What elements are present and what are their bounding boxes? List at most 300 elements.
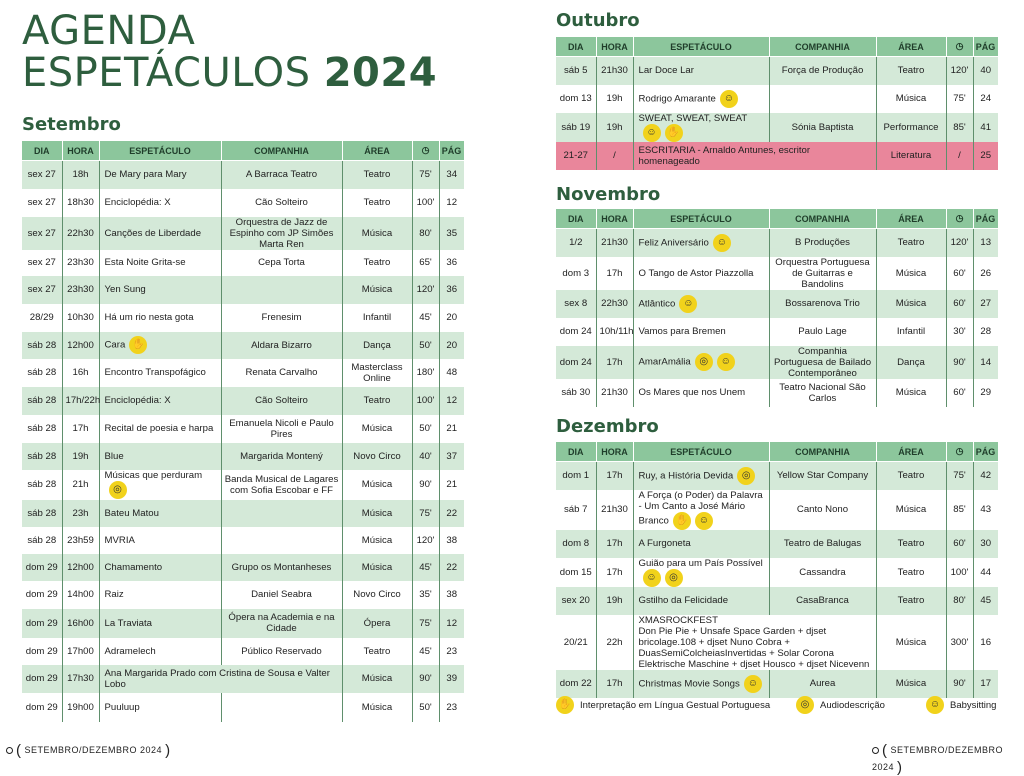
cell-area: [342, 554, 412, 581]
table-header-row: [556, 37, 998, 57]
cell-area-text: Música: [895, 504, 927, 515]
cell-hora-text: 17h: [72, 423, 89, 434]
table-header-row: [22, 141, 464, 161]
cell-hora-text: 18h30: [67, 197, 94, 208]
cell-espetaculo: [633, 379, 769, 407]
cell-duracao-text: 40': [419, 450, 432, 462]
cell-duracao: [412, 638, 439, 665]
column-header-area: ÁREA: [342, 141, 412, 161]
cell-espetaculo-text: Ana Margarida Prado com Cristina de Sousa e Valter Lobo: [104, 667, 330, 690]
cell-pag-text: 27: [980, 298, 992, 309]
cell-pag: [439, 276, 464, 304]
cell-companhia: [221, 189, 342, 217]
babysitting-icon: ☺: [926, 696, 944, 714]
table-row: [22, 304, 464, 332]
table-row: [556, 229, 998, 257]
cell-espetaculo: [99, 250, 221, 276]
cell-pag: [973, 558, 998, 587]
table-row: [22, 276, 464, 304]
cell-area-text: Música: [361, 479, 393, 490]
cell-companhia-text: Cão Solteiro: [255, 395, 308, 406]
cell-pag-text: 48: [446, 367, 458, 378]
cell-dia: [22, 609, 62, 638]
cell-dia: [22, 415, 62, 443]
cell-duracao-text: 80': [953, 595, 966, 606]
table-row: [22, 470, 464, 500]
table-row: [556, 142, 998, 170]
cell-companhia: [769, 318, 876, 346]
cell-companhia: [769, 670, 876, 698]
cell-hora-text: 16h00: [67, 617, 94, 629]
table-row: [22, 250, 464, 276]
table-novembro: [556, 208, 999, 407]
table-row: [22, 693, 464, 722]
cell-pag: [439, 161, 464, 189]
cell-companhia-text: B Produções: [795, 237, 850, 249]
cell-companhia: [769, 346, 876, 379]
column-header-companhia: COMPANHIA: [221, 141, 342, 161]
cell-companhia-text: Cassandra: [799, 566, 846, 578]
cell-espetaculo: [633, 530, 769, 558]
table-row: [22, 332, 464, 359]
cell-dia-text: sáb 28: [27, 479, 57, 490]
cell-area: [342, 359, 412, 387]
table-row: [22, 500, 464, 527]
cell-pag: [439, 665, 464, 693]
cell-hora: [62, 609, 99, 638]
cell-hora: [62, 217, 99, 250]
cell-duracao: [412, 609, 439, 638]
cell-companhia-text: Orquestra Portuguesa de Guitarras e Bandolins: [775, 256, 870, 290]
cell-hora: [62, 693, 99, 722]
cell-dia: [22, 332, 62, 359]
cell-dia-text: dom 24: [559, 326, 592, 337]
cell-companhia-text: Canto Nono: [796, 504, 849, 515]
column-header-dia: DIA: [22, 141, 62, 161]
cell-companhia-text: Paulo Lage: [798, 326, 847, 337]
cell-hora-text: 18h: [72, 169, 89, 181]
cell-area-text: Música: [361, 534, 393, 546]
cell-dia-text: sex 27: [27, 169, 56, 181]
cell-area: [342, 387, 412, 415]
cell-area: [342, 217, 412, 250]
cell-companhia-text: Ópera na Academia e na Cidade: [228, 612, 335, 634]
cell-espetaculo-text: Há um rio nesta gota: [104, 312, 194, 323]
cell-duracao-text: 60': [953, 298, 966, 309]
column-header-duracao_icon: [946, 209, 973, 229]
cell-pag: [973, 346, 998, 379]
cell-area-text: Ópera: [363, 617, 391, 629]
cell-duracao-text: 90': [953, 678, 966, 689]
cell-pag-text: 38: [446, 534, 458, 546]
cell-hora-text: 22h: [606, 636, 623, 648]
cell-espetaculo-text: Guião para um País Possível: [638, 557, 763, 569]
cell-hora-text: 17h30: [67, 673, 94, 684]
cell-companhia-text: Orquestra de Jazz de Espinho com JP Simões Marta Ren: [229, 216, 334, 250]
cell-dia: [556, 142, 596, 170]
cell-espetaculo: [99, 665, 342, 693]
cell-duracao-text: 45': [419, 561, 432, 573]
cell-dia: [22, 217, 62, 250]
cell-espetaculo: [633, 257, 769, 290]
cell-duracao: [946, 142, 973, 170]
cell-espetaculo: [99, 581, 221, 609]
cell-duracao-text: 120': [416, 284, 435, 295]
cell-duracao-text: 100': [416, 395, 435, 406]
legend-baby-label: Babysitting: [950, 699, 997, 711]
legend-lgp: [556, 696, 770, 714]
cell-espetaculo-text: Bateu Matou: [104, 507, 159, 519]
cell-companhia-text: Aurea: [809, 678, 836, 689]
cell-espetaculo: [99, 693, 221, 722]
cell-pag-text: 30: [980, 538, 992, 549]
cell-duracao: [412, 554, 439, 581]
cell-area-text: Música: [361, 284, 393, 295]
cell-hora: [596, 462, 633, 490]
cell-espetaculo-text: De Mary para Mary: [104, 169, 187, 181]
cell-area: [876, 490, 946, 530]
table-row: [22, 217, 464, 250]
cell-espetaculo: [99, 609, 221, 638]
cell-companhia: [221, 527, 342, 554]
cell-companhia: [221, 693, 342, 722]
table-row: [22, 161, 464, 189]
cell-espetaculo: [633, 229, 769, 257]
cell-dia: [22, 581, 62, 609]
cell-companhia: [769, 490, 876, 530]
cell-dia: [22, 359, 62, 387]
cell-area-text: Música: [895, 636, 927, 648]
cell-pag-text: 21: [446, 423, 458, 434]
cell-dia: [556, 670, 596, 698]
cell-dia-text: sáb 28: [27, 450, 57, 462]
cell-hora: [62, 276, 99, 304]
cell-companhia: [769, 57, 876, 85]
cell-duracao-text: /: [958, 150, 961, 161]
cell-pag-text: 25: [980, 150, 992, 161]
cell-hora-text: 21h30: [601, 237, 628, 249]
cell-duracao: [946, 113, 973, 142]
cell-dia: [22, 638, 62, 665]
cell-companhia: [221, 500, 342, 527]
cell-duracao-text: 180': [416, 367, 435, 378]
cell-pag: [973, 379, 998, 407]
cell-espetaculo: [633, 142, 876, 170]
cell-area-text: Teatro: [897, 566, 925, 578]
title-line1: AGENDA: [22, 8, 196, 54]
cell-espetaculo: [633, 587, 769, 615]
column-header-duracao_icon: [946, 37, 973, 57]
cell-dia-text: sáb 30: [561, 387, 591, 398]
cell-dia-text: 21-27: [563, 150, 589, 161]
cell-pag: [439, 500, 464, 527]
cell-espetaculo-text: La Traviata: [104, 617, 152, 629]
table-row: [22, 359, 464, 387]
table-row: [556, 530, 998, 558]
cell-duracao-text: 30': [953, 326, 966, 337]
cell-area: [876, 318, 946, 346]
cell-area: [342, 161, 412, 189]
cell-pag: [973, 490, 998, 530]
cell-companhia: [221, 332, 342, 359]
cell-companhia-text: Emanuela Nicoli e Paulo Pires: [229, 417, 334, 440]
cell-dia: [22, 189, 62, 217]
cell-duracao-text: 85': [953, 121, 966, 133]
cell-area: [876, 257, 946, 290]
cell-espetaculo-text: Músicas que perduram: [104, 470, 203, 481]
cell-pag-text: 28: [980, 326, 992, 337]
cell-dia: [556, 379, 596, 407]
column-header-espetaculo: ESPETÁCULO: [633, 442, 769, 462]
cell-hora-text: 22h30: [601, 298, 628, 309]
table-row: [556, 85, 998, 113]
month-title-novembro: Novembro: [556, 184, 661, 205]
babysitting-icon: ☺: [744, 675, 762, 693]
babysitting-icon: ☺: [720, 90, 738, 108]
cell-duracao: [946, 229, 973, 257]
cell-hora-text: 23h: [72, 507, 89, 519]
cell-area: [342, 665, 412, 693]
cell-companhia: [221, 217, 342, 250]
cell-companhia: [221, 443, 342, 470]
cell-espetaculo: [633, 346, 769, 379]
cell-area: [876, 346, 946, 379]
cell-hora-text: 12h00: [67, 339, 94, 351]
cell-pag: [439, 304, 464, 332]
babysitting-icon: ☺: [713, 234, 731, 252]
cell-area-text: Música: [895, 93, 927, 104]
column-header-hora: HORA: [62, 141, 99, 161]
cell-companhia-text: Aldara Bizarro: [251, 339, 312, 351]
cell-pag-text: 20: [446, 312, 458, 323]
cell-hora: [596, 587, 633, 615]
cell-duracao-text: 85': [953, 504, 966, 515]
cell-pag-text: 26: [980, 267, 992, 279]
cell-dia: [556, 113, 596, 142]
cell-duracao-text: 90': [419, 673, 432, 684]
cell-area: [876, 85, 946, 113]
cell-pag: [439, 638, 464, 665]
cell-hora: [62, 332, 99, 359]
cell-pag: [973, 142, 998, 170]
table-row: [556, 290, 998, 318]
cell-hora-text: 12h00: [67, 561, 94, 573]
cell-companhia: [769, 379, 876, 407]
cell-companhia-text: Frenesim: [261, 312, 302, 323]
cell-duracao-text: 60': [953, 538, 966, 549]
cell-hora-text: 14h00: [67, 589, 94, 600]
cell-espetaculo: [633, 558, 769, 587]
table-row: [556, 57, 998, 85]
footer-right-text: SETEMBRO/DEZEMBRO 2024: [872, 744, 1004, 772]
cell-dia-text: dom 1: [562, 470, 590, 482]
cell-hora-text: 10h30: [67, 312, 94, 323]
cell-pag-text: 36: [446, 257, 458, 268]
cell-pag: [439, 609, 464, 638]
cell-dia-text: dom 29: [25, 701, 58, 713]
cell-companhia-text: Companhia Portuguesa de Bailado Contemporâneo: [773, 345, 872, 379]
cell-pag: [973, 290, 998, 318]
cell-area-text: Dança: [897, 356, 925, 368]
cell-pag: [439, 443, 464, 470]
cell-hora: [62, 500, 99, 527]
cell-duracao-text: 120': [950, 237, 969, 249]
cell-hora: [62, 387, 99, 415]
cell-espetaculo-text: SWEAT, SWEAT, SWEAT: [638, 112, 748, 124]
cell-hora: [62, 581, 99, 609]
cell-hora-text: 17h: [606, 267, 623, 279]
cell-companhia: [769, 257, 876, 290]
babysitting-icon: ☺: [679, 295, 697, 313]
cell-hora-text: 17h: [606, 356, 623, 368]
cell-companhia-text: A Barraca Teatro: [245, 169, 318, 181]
cell-dia: [22, 500, 62, 527]
table-row: [22, 527, 464, 554]
cell-dia: [556, 558, 596, 587]
column-header-pag: PÁG: [439, 141, 464, 161]
cell-pag-text: 20: [446, 339, 458, 351]
cell-duracao: [946, 379, 973, 407]
table-row: [556, 257, 998, 290]
cell-duracao-text: 80': [419, 227, 432, 239]
cell-area: [342, 609, 412, 638]
cell-espetaculo-text: Raiz: [104, 589, 124, 600]
circle-icon: [872, 747, 879, 754]
cell-area-text: Teatro: [897, 470, 925, 482]
cell-duracao: [412, 276, 439, 304]
cell-hora: [62, 527, 99, 554]
table-header-row: [556, 442, 998, 462]
cell-dia: [22, 250, 62, 276]
cell-espetaculo: [99, 189, 221, 217]
cell-espetaculo: [633, 615, 876, 670]
clock-icon: ◷: [955, 446, 964, 456]
cell-pag: [973, 57, 998, 85]
cell-dia: [22, 665, 62, 693]
cell-dia-text: sáb 28: [27, 339, 57, 351]
cell-hora-text: 19h: [72, 450, 89, 462]
column-header-espetaculo: ESPETÁCULO: [633, 37, 769, 57]
cell-duracao: [946, 57, 973, 85]
cell-companhia: [221, 359, 342, 387]
cell-espetaculo-text: Yen Sung: [104, 284, 146, 295]
cell-espetaculo: [633, 318, 769, 346]
cell-pag-text: 22: [446, 507, 458, 519]
cell-dia: [22, 161, 62, 189]
cell-companhia-text: Grupo os Montanheses: [231, 561, 332, 573]
cell-espetaculo: [99, 304, 221, 332]
cell-duracao: [412, 500, 439, 527]
cell-dia-text: sáb 28: [27, 367, 57, 378]
cell-duracao: [946, 615, 973, 670]
cell-duracao-text: 60': [953, 267, 966, 279]
table-row: [22, 581, 464, 609]
cell-companhia: [769, 229, 876, 257]
cell-duracao-text: 90': [953, 356, 966, 368]
table-row: [22, 387, 464, 415]
cell-companhia: [221, 250, 342, 276]
cell-duracao: [412, 387, 439, 415]
table-header-row: [556, 209, 998, 229]
cell-espetaculo: [99, 527, 221, 554]
cell-dia: [22, 443, 62, 470]
cell-companhia-text: Daniel Seabra: [251, 589, 312, 600]
cell-pag-text: 38: [446, 589, 458, 600]
cell-area-text: Teatro: [897, 595, 925, 606]
cell-area-text: Infantil: [362, 312, 392, 323]
cell-hora-text: 23h59: [67, 534, 94, 546]
cell-dia-text: sex 27: [27, 197, 56, 208]
cell-duracao-text: 50': [419, 339, 432, 351]
cell-pag: [973, 615, 998, 670]
cell-area: [342, 332, 412, 359]
cell-espetaculo-text: Encontro Transpofágico: [104, 367, 206, 378]
cell-hora: [596, 290, 633, 318]
column-header-dia: DIA: [556, 37, 596, 57]
cell-pag: [973, 113, 998, 142]
cell-hora-text: 16h: [72, 367, 89, 378]
month-title-setembro: Setembro: [22, 114, 121, 135]
clock-icon: ◷: [421, 145, 430, 155]
cell-companhia-text: Banda Musical de Lagares com Sofia Escobar e FF: [224, 473, 339, 496]
cell-dia-text: sáb 28: [27, 395, 57, 406]
cell-duracao-text: 75': [419, 507, 432, 519]
sign-language-icon: ✋: [673, 512, 691, 530]
cell-hora: [596, 57, 633, 85]
footer-left-text: SETEMBRO/DEZEMBRO 2024: [24, 744, 163, 755]
cell-dia-text: sáb 7: [564, 504, 588, 515]
cell-espetaculo: [99, 638, 221, 665]
cell-area: [342, 500, 412, 527]
cell-espetaculo: [633, 85, 769, 113]
cell-hora-text: /: [613, 150, 616, 161]
cell-companhia: [221, 638, 342, 665]
cell-duracao-text: 75': [419, 169, 432, 181]
cell-duracao: [412, 250, 439, 276]
cell-hora: [62, 470, 99, 500]
babysitting-icon: ☺: [717, 353, 735, 371]
column-header-hora: HORA: [596, 37, 633, 57]
cell-hora: [62, 443, 99, 470]
cell-dia-text: sex 20: [561, 595, 590, 606]
column-header-pag: PÁG: [973, 209, 998, 229]
cell-companhia-text: Yellow Star Company: [776, 470, 869, 482]
cell-hora: [596, 530, 633, 558]
cell-dia-text: sáb 5: [564, 65, 588, 77]
cell-espetaculo: [99, 415, 221, 443]
column-header-duracao_icon: [946, 442, 973, 462]
footer-right: ( SETEMBRO/DEZEMBRO 2024 ): [872, 742, 1004, 776]
cell-companhia: [221, 276, 342, 304]
cell-companhia-text: Renata Carvalho: [245, 367, 318, 378]
cell-espetaculo-text: Vamos para Bremen: [638, 326, 726, 337]
legend-lgp-label: Interpretação em Língua Gestual Portuguesa: [580, 699, 771, 711]
cell-hora-text: 19h: [606, 121, 623, 133]
cell-area-text: Música: [895, 678, 927, 689]
cell-duracao: [412, 527, 439, 554]
cell-pag-text: 13: [980, 237, 992, 249]
cell-espetaculo: [99, 161, 221, 189]
cell-companhia-text: Cão Solteiro: [255, 197, 308, 208]
cell-area-text: Teatro: [897, 538, 925, 549]
cell-espetaculo: [99, 276, 221, 304]
cell-duracao-text: 45': [419, 312, 432, 323]
cell-duracao-text: 75': [419, 617, 432, 629]
cell-companhia-text: Teatro de Balugas: [783, 538, 862, 549]
cell-companhia: [221, 415, 342, 443]
cell-pag-text: 16: [980, 636, 992, 648]
cell-duracao: [412, 443, 439, 470]
